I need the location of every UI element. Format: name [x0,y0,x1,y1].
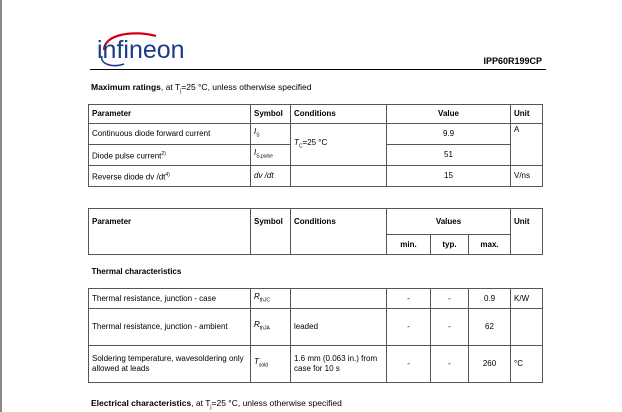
symbol-cell: $T_{sold}$ [251,346,291,383]
col-typ: typ. [431,235,469,255]
value-cell: 15 [387,166,511,187]
col-min: min. [387,235,431,255]
part-number: IPP60R199CP [483,56,542,66]
symbol-cell: $R_{thJC}$ [251,289,291,309]
symbol-cell: dv /dt [251,166,291,187]
col-conditions: Conditions [291,105,387,124]
max-cell: 260 [469,346,511,383]
max-cell: 0.9 [469,289,511,309]
col-symbol: Symbol [251,105,291,124]
col-conditions: Conditions [291,209,387,255]
min-cell: - [387,309,431,346]
infineon-logo: infineon [97,36,185,64]
table-row [89,346,543,383]
value-cell: 9.9 [387,124,511,145]
symbol-cell: $I_S$ [251,124,291,145]
table-row [89,124,543,145]
thermal-characteristics-table [88,208,543,383]
param-cell: Thermal resistance, junction - case [89,289,251,309]
max-cell: 62 [469,309,511,346]
min-cell: - [387,346,431,383]
header-rule [90,69,546,70]
unit-cell: V/ns [511,166,543,187]
unit-cell [511,309,543,346]
col-max: max. [469,235,511,255]
min-cell: - [387,289,431,309]
unit-cell: A [511,124,543,166]
col-parameter: Parameter [89,105,251,124]
unit-cell: K/W [511,289,543,309]
param-cell: Soldering temperature, wavesoldering only allowed at leads [89,346,251,383]
condition-cell [291,289,387,309]
thermal-group-title: Thermal characteristics [89,255,543,289]
typ-cell: - [431,309,469,346]
electrical-characteristics-heading: Electrical characteristics, at $T_j=25$ °C, unless otherwise specified [91,398,342,411]
unit-cell: °C [511,346,543,383]
param-cell: Thermal resistance, junction - ambient [89,309,251,346]
col-symbol: Symbol [251,209,291,255]
param-cell: Diode pulse current$^{2)}$ [89,145,251,166]
shared-condition-cell: $T_C=25$ °C [291,124,387,166]
typ-cell: - [431,289,469,309]
table-row [89,289,543,309]
condition-cell: 1.6 mm (0.063 in.) from case for 10 s [291,346,387,383]
symbol-cell: $I_{S,pulse}$ [251,145,291,166]
col-unit: Unit [511,105,543,124]
value-cell: 51 [387,145,511,166]
col-values: Values [387,209,511,235]
param-cell: Reverse diode dv $/dt^{4)}$ [89,166,251,187]
maximum-ratings-table [88,104,543,187]
table-row [89,166,543,187]
typ-cell: - [431,346,469,383]
symbol-cell: $R_{thJA}$ [251,309,291,346]
condition-cell: leaded [291,309,387,346]
condition-cell [291,166,387,187]
table-row [89,309,543,346]
param-cell: Continuous diode forward current [89,124,251,145]
col-unit: Unit [511,209,543,255]
maximum-ratings-heading: Maximum ratings, at $T_j=25$ °C, unless otherwise specified [91,82,312,95]
col-parameter: Parameter [89,209,251,255]
col-value: Value [387,105,511,124]
